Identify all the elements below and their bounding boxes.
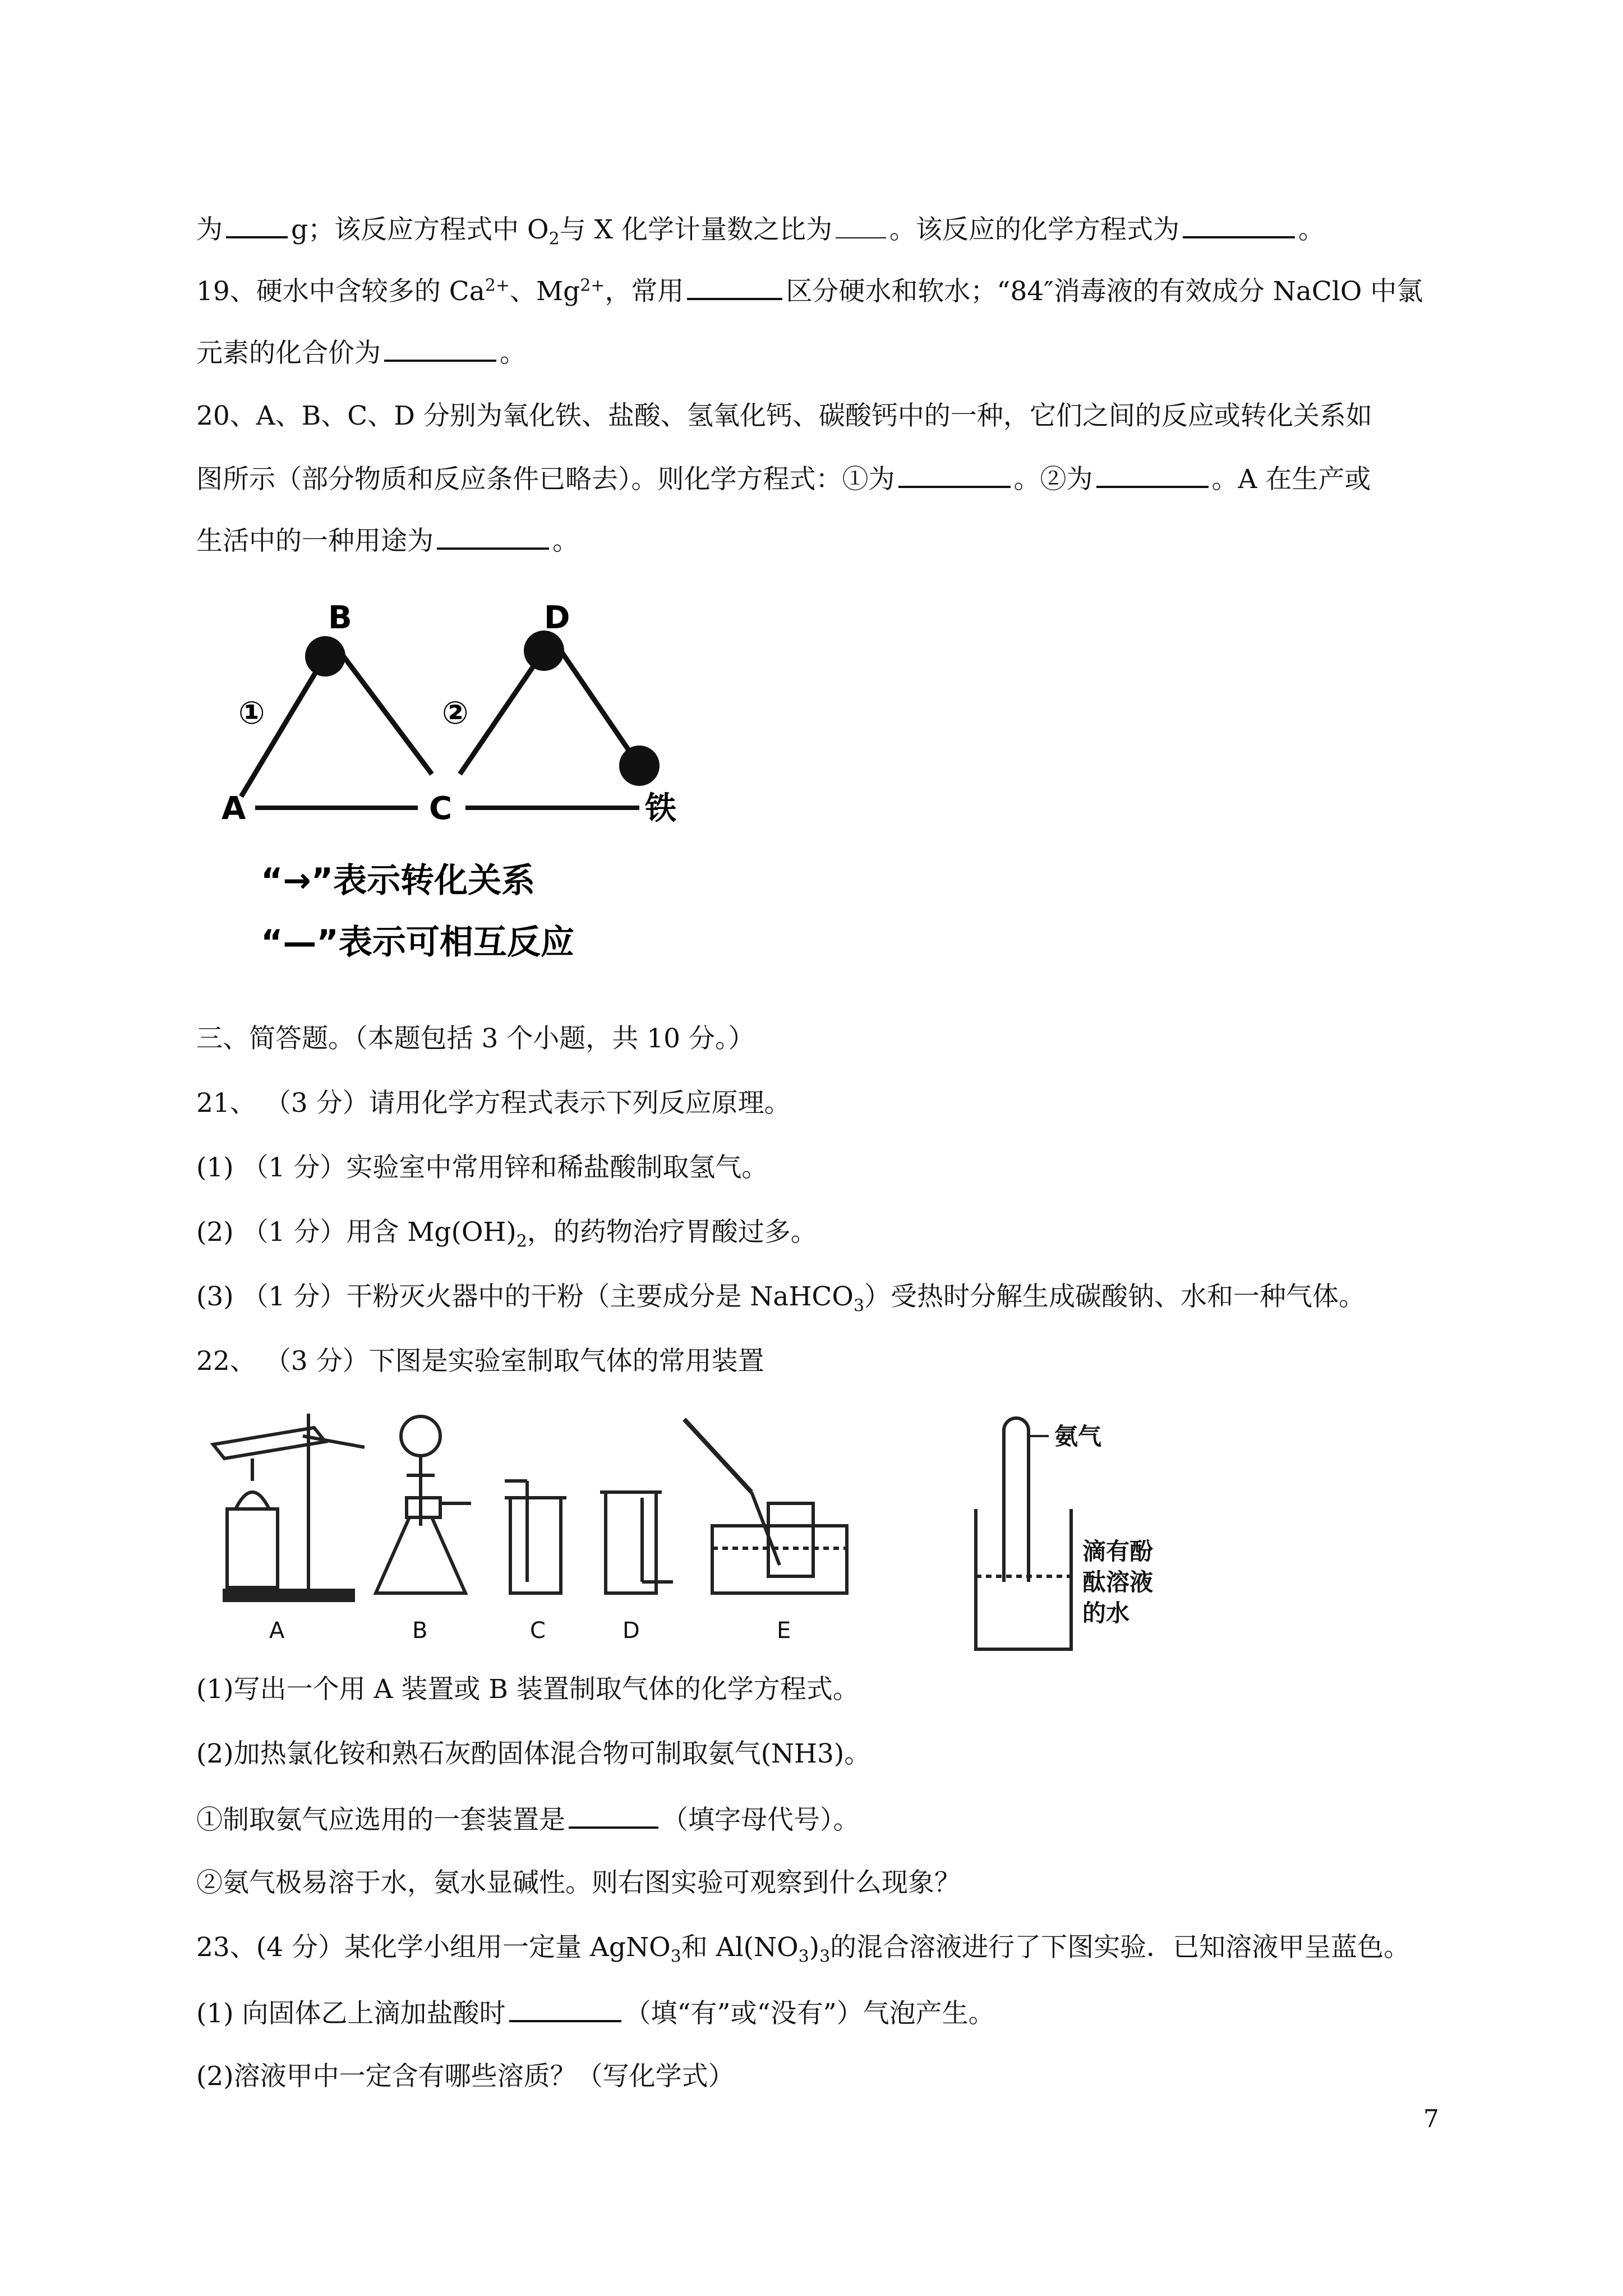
q23-blank-bubbles[interactable] (509, 1995, 621, 2022)
q18-blank-mass[interactable] (226, 211, 288, 238)
node-a-label: A (222, 790, 246, 827)
ammonia-experiment (976, 1418, 1153, 1649)
q22-sub-1-text: (1)写出一个用 A 装置或 B 装置制取气体的化学方程式。 (196, 1674, 859, 1705)
q21-mgoh2-subscript: 2 (516, 1231, 527, 1251)
reaction-1-label: ① (238, 695, 265, 731)
q22-stem-text: 22、 （3 分）下图是实验室制取气体的常用装置 (196, 1346, 764, 1377)
q23-stem (196, 1931, 1410, 1967)
q19-mg-superscript: 2+ (580, 275, 605, 296)
apparatus-e-label: E (777, 1618, 791, 1644)
q21-nahco3-subscript: 3 (853, 1296, 865, 1316)
q22-sub-2a-text-2: （填字母代号）。 (662, 1805, 860, 1835)
line-b-c (339, 651, 432, 774)
apparatus-e (684, 1419, 847, 1644)
q21-sub-3-text-2: ）受热时分解生成碳酸钠、水和一种气体。 (864, 1281, 1366, 1312)
ammonia-label: 氨气 (1054, 1423, 1102, 1450)
q20-blank-eq1[interactable] (898, 461, 1011, 488)
q23-sub-2 (196, 2060, 735, 2093)
q19-text-4: 区分硬水和软水；“84″消毒液的有效成分 NaClO 中氯 (786, 276, 1423, 307)
q18-text-3: 与 X 化学计量数之比为 (559, 214, 832, 245)
q20-line-3 (196, 523, 579, 558)
q18-blank-equation[interactable] (1183, 211, 1295, 238)
apparatus-b-label: B (412, 1618, 428, 1644)
q23-stem-text-3: ) (809, 1932, 820, 1963)
q18-text-2: g；该反应方程式中 O (291, 214, 549, 245)
q19-blank-reagent[interactable] (687, 273, 782, 300)
node-iron-label: 铁 (645, 790, 676, 827)
apparatus-d-label: D (623, 1618, 640, 1644)
q21-sub-3-text-1: (3) （1 分）干粉灭火器中的干粉（主要成分是 NaHCO (196, 1281, 854, 1312)
apparatus-b (376, 1416, 471, 1644)
q20-blank-eq2[interactable] (1096, 461, 1209, 488)
q23-agno3-subscript: 3 (670, 1947, 681, 1967)
q21-sub-1 (196, 1151, 768, 1185)
node-b-label: B (328, 600, 352, 636)
apparatus-figure-svg (191, 1397, 1189, 1660)
q22-sub-2b-text: ②氨气极易溶于水，氨水显碱性。则右图实验可观察到什么现象？ (196, 1867, 961, 1898)
section-3-heading (196, 1022, 754, 1056)
apparatus-d (600, 1492, 673, 1644)
q22-sub-2-text: (2)加热氯化铵和熟石灰酌固体混合物可制取氨气(NH3)。 (196, 1738, 871, 1769)
q20-text-6: 。 (552, 526, 579, 556)
apparatus-a-label: A (269, 1618, 285, 1644)
q20-line-1 (196, 399, 1372, 433)
q22-sub-2a (196, 1802, 860, 1837)
q20-text-4: 。A 在生产或 (1211, 464, 1371, 495)
q21-sub-2-text-2: ，的药物治疗胃酸过多。 (527, 1217, 817, 1248)
node-c-label: C (429, 790, 453, 827)
q19-line-1 (196, 273, 1423, 309)
q20-text-3: 。②为 (1013, 464, 1093, 495)
arrow-c-to-d (460, 651, 544, 774)
apparatus-a (213, 1414, 365, 1644)
q23-sub-2-text: (2)溶液甲中一定含有哪些溶质？（写化学式） (196, 2061, 735, 2092)
legend-line-text: “—”表示可相互反应 (261, 923, 574, 962)
q23-al-no3-subscript: 3 (819, 1947, 831, 1967)
q23-stem-text-2: 和 Al(NO (681, 1932, 799, 1963)
phenolphthalein-label-1: 滴有酚 (1082, 1538, 1154, 1565)
reaction-2-label: ② (442, 695, 469, 731)
q23-stem-text-4: 的混合溶液进行了下图实验．已知溶液甲呈蓝色。 (830, 1932, 1410, 1963)
apparatus-figure (191, 1397, 1189, 1660)
legend-arrow-text: “→”表示转化关系 (261, 861, 536, 900)
q19-text-5: 元素的化合价为 (196, 338, 381, 369)
q18-tail-line (196, 211, 1325, 247)
q20-text-2: 图所示（部分物质和反应条件已略去）。则化学方程式：①为 (196, 464, 895, 495)
q21-stem-text: 21、 （3 分）请用化学方程式表示下列反应原理。 (196, 1088, 791, 1119)
apparatus-c (505, 1481, 566, 1644)
arrow-d-to-iron (561, 651, 639, 766)
q21-sub-1-text: (1) （1 分）实验室中常用锌和稀盐酸制取氢气。 (196, 1152, 768, 1183)
q21-stem (196, 1087, 791, 1120)
q22-blank-apparatus[interactable] (569, 1802, 658, 1829)
q18-text-1: 为 (196, 214, 223, 245)
q22-sub-2a-text-1: ①制取氨气应选用的一套装置是 (196, 1805, 565, 1835)
q19-line-2 (196, 335, 526, 370)
q19-text-6: 。 (500, 338, 526, 369)
q19-ca-superscript: 2+ (485, 275, 510, 296)
q19-text-2: 、Mg (509, 276, 580, 307)
node-d-label: D (544, 600, 570, 636)
q20-blank-use[interactable] (437, 523, 549, 550)
q23-sub-1-text-1: (1) 向固体乙上滴加盐酸时 (196, 1998, 506, 2029)
relationship-diagram-svg (202, 589, 707, 970)
apparatus-c-label: C (530, 1618, 546, 1644)
q19-text-1: 19、硬水中含较多的 Ca (196, 276, 485, 307)
q22-sub-2b (196, 1866, 961, 1900)
relationship-diagram (202, 589, 707, 970)
q19-blank-valence[interactable] (384, 335, 496, 362)
phenolphthalein-label-3: 的水 (1082, 1599, 1130, 1627)
q20-text-5: 生活中的一种用途为 (196, 526, 434, 556)
q20-text-1: 20、A、B、C、D 分别为氧化铁、盐酸、氢氧化钙、碳酸钙中的一种，它们之间的反应或转化关系如 (196, 401, 1372, 431)
q21-sub-2-text-1: (2) （1 分）用含 Mg(OH) (196, 1217, 517, 1248)
q18-text-4: 。该反应的化学方程式为 (889, 214, 1179, 245)
q20-line-2 (196, 461, 1371, 496)
q23-stem-text-1: 23、(4 分）某化学小组用一定量 AgNO (196, 1932, 671, 1963)
q23-sub-1-text-2: （填“有”或“没有”）气泡产生。 (624, 1998, 995, 2029)
q21-sub-2 (196, 1216, 817, 1249)
q18-blank-ratio[interactable] (836, 213, 886, 238)
q23-no3-subscript: 3 (798, 1947, 809, 1967)
q19-text-3: ，常用 (605, 276, 684, 307)
q23-sub-1 (196, 1995, 995, 2031)
q22-stem (196, 1345, 764, 1378)
q21-sub-3 (196, 1280, 1365, 1314)
q22-sub-2 (196, 1737, 870, 1771)
page-number: 7 (1423, 2105, 1439, 2133)
phenolphthalein-label-2: 酞溶液 (1082, 1568, 1154, 1596)
q22-sub-1 (196, 1673, 859, 1706)
q18-text-5: 。 (1298, 214, 1325, 245)
q18-o2-subscript: 2 (548, 229, 560, 249)
section-3-text: 三、简答题。（本题包括 3 个小题，共 10 分。） (196, 1023, 755, 1054)
